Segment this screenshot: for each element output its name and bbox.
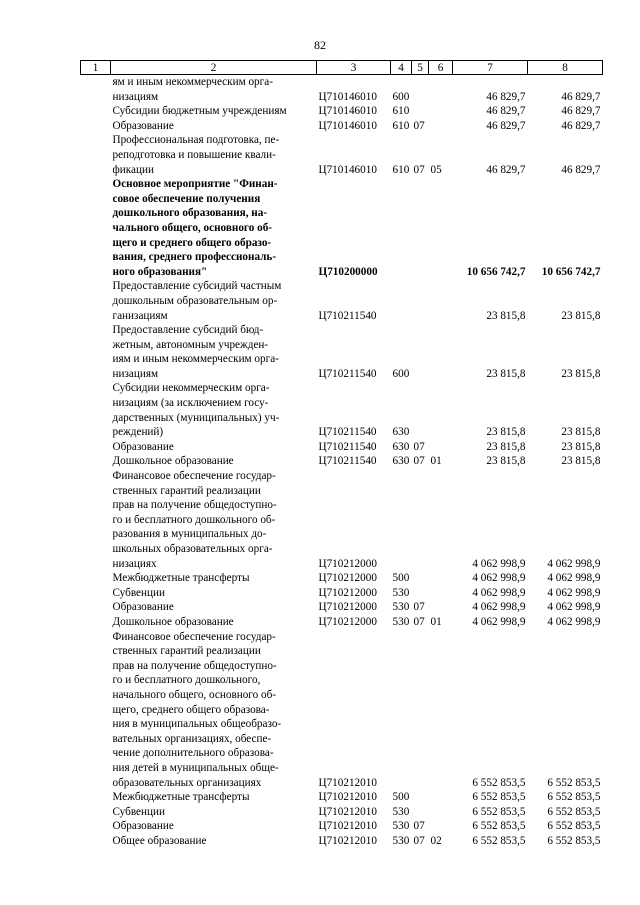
row-vr-cell: 610: [392, 119, 410, 132]
row-amount-year1-cell: 4 062 998,9: [472, 601, 526, 614]
table-row: [81, 133, 603, 177]
row-pr-cell: [429, 630, 453, 791]
row-name-cell: Субсидии бюджетным учреждениям: [112, 105, 287, 118]
row-pr-cell: 02: [430, 834, 442, 847]
row-vr-cell: 530: [392, 586, 410, 599]
row-vr-cell: 600: [392, 367, 410, 380]
row-amount-year2-cell: 46 829,7: [561, 90, 601, 103]
row-amount-year2-cell: 6 552 853,5: [547, 776, 601, 789]
row-name-cell: Субвенции: [112, 586, 165, 599]
budget-table: [80, 60, 603, 848]
row-pr-cell: [429, 75, 453, 105]
column-header: 8: [528, 61, 603, 75]
column-header: 4: [391, 61, 412, 75]
row-amount-year2-cell: 6 552 853,5: [547, 791, 601, 804]
table-row: [81, 119, 603, 134]
table-row: [81, 177, 603, 279]
table-row: [81, 586, 603, 601]
row-pr-cell: [429, 177, 453, 279]
table-row: [81, 323, 603, 381]
row-code-cell: Ц710212010: [318, 791, 377, 804]
row-amount-year1-cell: 6 552 853,5: [472, 820, 526, 833]
row-amount-year1-cell: 23 815,8: [486, 309, 526, 322]
row-amount-year2-cell: 4 062 998,9: [547, 586, 601, 599]
row-amount-year2-cell: 4 062 998,9: [547, 615, 601, 628]
row-rz-cell: 07: [413, 834, 425, 847]
row-code-cell: Ц710146010: [318, 119, 377, 132]
row-amount-year1-cell: 4 062 998,9: [472, 572, 526, 585]
row-code-cell: Ц710211540: [318, 426, 377, 439]
row-code-cell: Ц710211540: [318, 455, 377, 468]
row-code-cell: Ц710146010: [318, 90, 377, 103]
row-code-cell: Ц710146010: [318, 163, 377, 176]
row-name-cell: Предоставление субсидий бюд- жетным, автономным учрежден- иям и иным некоммерческим орга- низациям: [112, 324, 279, 380]
row-code-cell: Ц710212000: [318, 557, 377, 570]
row-amount-year2-cell: 6 552 853,5: [547, 805, 601, 818]
row-amount-year1-cell: 4 062 998,9: [472, 557, 526, 570]
row-code-cell: Ц710211540: [318, 440, 377, 453]
row-code-cell: Ц710212010: [318, 820, 377, 833]
row-code-cell: Ц710212000: [318, 586, 377, 599]
row-spacer-cell: [81, 834, 111, 849]
row-amount-year2-cell: 23 815,8: [561, 455, 601, 468]
column-header: 2: [111, 61, 317, 75]
row-code-cell: Ц710211540: [318, 367, 377, 380]
row-name-cell: Субсидии некоммерческим орга- низациям (за исключением госу- дарственных (муниципальных) уч- реждений): [112, 382, 280, 439]
row-amount-year2-cell: 23 815,8: [561, 440, 601, 453]
row-spacer-cell: [81, 630, 111, 791]
row-name-cell: Общее образование: [112, 834, 207, 847]
row-vr-cell: [391, 177, 412, 279]
row-rz-cell: [412, 323, 429, 381]
row-rz-cell: [412, 75, 429, 105]
row-name-cell: Основное мероприятие "Финан- совое обеспечение получения дошкольного образования, на- чального общего, основного об- щего и среднего общего образо- вания, среднего профессиональ- ного образования": [112, 178, 278, 278]
row-name-cell: Образование: [112, 601, 174, 614]
table-row: [81, 790, 603, 805]
row-rz-cell: [412, 381, 429, 439]
row-vr-cell: 530: [392, 601, 410, 614]
row-rz-cell: 07: [413, 163, 425, 176]
row-spacer-cell: [81, 440, 111, 455]
row-amount-year1-cell: 6 552 853,5: [472, 805, 526, 818]
table-row: [81, 834, 603, 849]
table-row: [81, 805, 603, 820]
row-code-cell: Ц710200000: [318, 265, 378, 278]
row-amount-year1-cell: 23 815,8: [486, 367, 526, 380]
row-pr-cell: [429, 104, 453, 119]
column-header: 7: [453, 61, 528, 75]
row-name-cell: Межбюджетные трансферты: [112, 572, 250, 585]
row-amount-year1-cell: 46 829,7: [486, 119, 526, 132]
row-name-cell: Дошкольное образование: [112, 615, 234, 628]
table-row: [81, 104, 603, 119]
row-name-cell: ям и иным некоммерческим орга- низациям: [112, 76, 273, 103]
row-amount-year1-cell: 23 815,8: [486, 440, 526, 453]
row-amount-year1-cell: 4 062 998,9: [472, 586, 526, 599]
row-vr-cell: 500: [392, 572, 410, 585]
row-pr-cell: [429, 440, 453, 455]
row-amount-year1-cell: 46 829,7: [486, 105, 526, 118]
row-amount-year2-cell: 4 062 998,9: [547, 572, 601, 585]
row-pr-cell: 05: [430, 163, 442, 176]
row-name-cell: Субвенции: [112, 805, 165, 818]
row-name-cell: Предоставление субсидий частным дошкольным образовательным ор- ганизациям: [112, 280, 282, 322]
row-vr-cell: [391, 630, 412, 791]
row-rz-cell: 07: [413, 615, 425, 628]
page-number: 82: [314, 38, 326, 52]
row-spacer-cell: [81, 133, 111, 177]
table-header-row: [81, 61, 603, 75]
row-rz-cell: [412, 586, 429, 601]
row-spacer-cell: [81, 104, 111, 119]
table-row: [81, 600, 603, 615]
row-spacer-cell: [81, 323, 111, 381]
table-row: [81, 381, 603, 439]
row-amount-year2-cell: 23 815,8: [561, 367, 601, 380]
row-rz-cell: 07: [413, 440, 425, 453]
row-pr-cell: [429, 119, 453, 134]
row-code-cell: Ц710212010: [318, 805, 377, 818]
row-spacer-cell: [81, 177, 111, 279]
row-amount-year1-cell: 6 552 853,5: [472, 834, 526, 847]
row-code-cell: Ц710212010: [318, 834, 377, 847]
row-vr-cell: 530: [392, 805, 410, 818]
row-vr-cell: 630: [392, 455, 410, 468]
table-row: [81, 454, 603, 469]
row-vr-cell: 610: [392, 105, 410, 118]
row-vr-cell: 630: [392, 440, 410, 453]
column-header: 1: [81, 61, 111, 75]
row-amount-year2-cell: 46 829,7: [561, 105, 601, 118]
table-row: [81, 75, 603, 105]
row-spacer-cell: [81, 615, 111, 630]
row-spacer-cell: [81, 279, 111, 323]
row-rz-cell: [412, 630, 429, 791]
table-row: [81, 469, 603, 571]
row-pr-cell: [429, 571, 453, 586]
row-amount-year2-cell: 23 815,8: [561, 309, 601, 322]
row-amount-year1-cell: 10 656 742,7: [466, 265, 526, 278]
row-amount-year1-cell: 23 815,8: [486, 426, 526, 439]
row-rz-cell: [412, 790, 429, 805]
row-spacer-cell: [81, 469, 111, 571]
row-amount-year2-cell: 4 062 998,9: [547, 601, 601, 614]
row-amount-year1-cell: 46 829,7: [486, 163, 526, 176]
row-rz-cell: [412, 805, 429, 820]
row-pr-cell: [429, 805, 453, 820]
row-amount-year2-cell: 4 062 998,9: [547, 557, 601, 570]
row-name-cell: Финансовое обеспечение государ- ственных гарантий реализации прав на получение общедоступно- го и бесплатного дошкольного, начального общего, основного об- щего, среднего общего образова- ния в муниципальных общеобразо- вательных организациях, обеспе- чение дополнительного образова- ния детей в муниципальных обще- образовательных организациях: [112, 630, 282, 789]
row-code-cell: Ц710211540: [318, 309, 377, 322]
row-rz-cell: 07: [413, 820, 425, 833]
row-vr-cell: 600: [392, 90, 410, 103]
row-spacer-cell: [81, 586, 111, 601]
table-row: [81, 571, 603, 586]
column-header: 6: [429, 61, 453, 75]
row-amount-year1-cell: 4 062 998,9: [472, 615, 526, 628]
row-rz-cell: 07: [413, 601, 425, 614]
row-vr-cell: [391, 469, 412, 571]
column-header: 5: [412, 61, 429, 75]
row-amount-year2-cell: 46 829,7: [561, 119, 601, 132]
row-pr-cell: [429, 586, 453, 601]
row-vr-cell: 630: [392, 426, 410, 439]
row-pr-cell: 01: [430, 615, 442, 628]
row-amount-year1-cell: 6 552 853,5: [472, 791, 526, 804]
row-rz-cell: 07: [413, 455, 425, 468]
row-spacer-cell: [81, 600, 111, 615]
table-row: [81, 279, 603, 323]
row-vr-cell: 530: [392, 615, 410, 628]
row-pr-cell: [429, 600, 453, 615]
row-rz-cell: [412, 571, 429, 586]
row-spacer-cell: [81, 819, 111, 834]
row-code-cell: Ц710212010: [318, 776, 377, 789]
row-vr-cell: 530: [392, 820, 410, 833]
row-amount-year1-cell: 23 815,8: [486, 455, 526, 468]
row-amount-year2-cell: 6 552 853,5: [547, 820, 601, 833]
row-rz-cell: [412, 279, 429, 323]
row-pr-cell: 01: [430, 455, 442, 468]
row-code-cell: Ц710212000: [318, 572, 377, 585]
row-spacer-cell: [81, 454, 111, 469]
row-amount-year2-cell: 23 815,8: [561, 426, 601, 439]
table-row: [81, 819, 603, 834]
row-rz-cell: [412, 469, 429, 571]
row-pr-cell: [429, 279, 453, 323]
row-spacer-cell: [81, 75, 111, 105]
row-code-cell: Ц710146010: [318, 105, 377, 118]
row-pr-cell: [429, 819, 453, 834]
row-name-cell: Образование: [112, 440, 174, 453]
row-rz-cell: [412, 177, 429, 279]
row-code-cell: Ц710212000: [318, 601, 377, 614]
row-name-cell: Дошкольное образование: [112, 455, 234, 468]
row-rz-cell: [412, 104, 429, 119]
table-row: [81, 615, 603, 630]
row-spacer-cell: [81, 805, 111, 820]
row-amount-year1-cell: 46 829,7: [486, 90, 526, 103]
row-name-cell: Образование: [112, 119, 174, 132]
table-row: [81, 440, 603, 455]
row-code-cell: Ц710212000: [318, 615, 377, 628]
row-spacer-cell: [81, 381, 111, 439]
row-name-cell: Финансовое обеспечение государ- ственных гарантий реализации прав на получение общедоступно- го и бесплатного дошкольного об- разования в муниципальных до- школьных образовательных орга- низациях: [112, 470, 277, 570]
row-name-cell: Профессиональная подготовка, пе- реподготовка и повышение квали- фикации: [112, 134, 280, 176]
row-pr-cell: [429, 790, 453, 805]
row-rz-cell: 07: [413, 119, 425, 132]
row-amount-year2-cell: 6 552 853,5: [547, 834, 601, 847]
row-amount-year2-cell: 46 829,7: [561, 163, 601, 176]
column-header: 3: [317, 61, 391, 75]
row-vr-cell: 530: [392, 834, 410, 847]
row-pr-cell: [429, 381, 453, 439]
row-vr-cell: 500: [392, 791, 410, 804]
table-row: [81, 630, 603, 791]
row-name-cell: Образование: [112, 820, 174, 833]
row-pr-cell: [429, 469, 453, 571]
row-spacer-cell: [81, 571, 111, 586]
row-vr-cell: [391, 279, 412, 323]
row-pr-cell: [429, 323, 453, 381]
row-vr-cell: 610: [392, 163, 410, 176]
row-amount-year2-cell: 10 656 742,7: [541, 265, 601, 278]
row-name-cell: Межбюджетные трансферты: [112, 791, 250, 804]
row-spacer-cell: [81, 119, 111, 134]
row-spacer-cell: [81, 790, 111, 805]
row-amount-year1-cell: 6 552 853,5: [472, 776, 526, 789]
